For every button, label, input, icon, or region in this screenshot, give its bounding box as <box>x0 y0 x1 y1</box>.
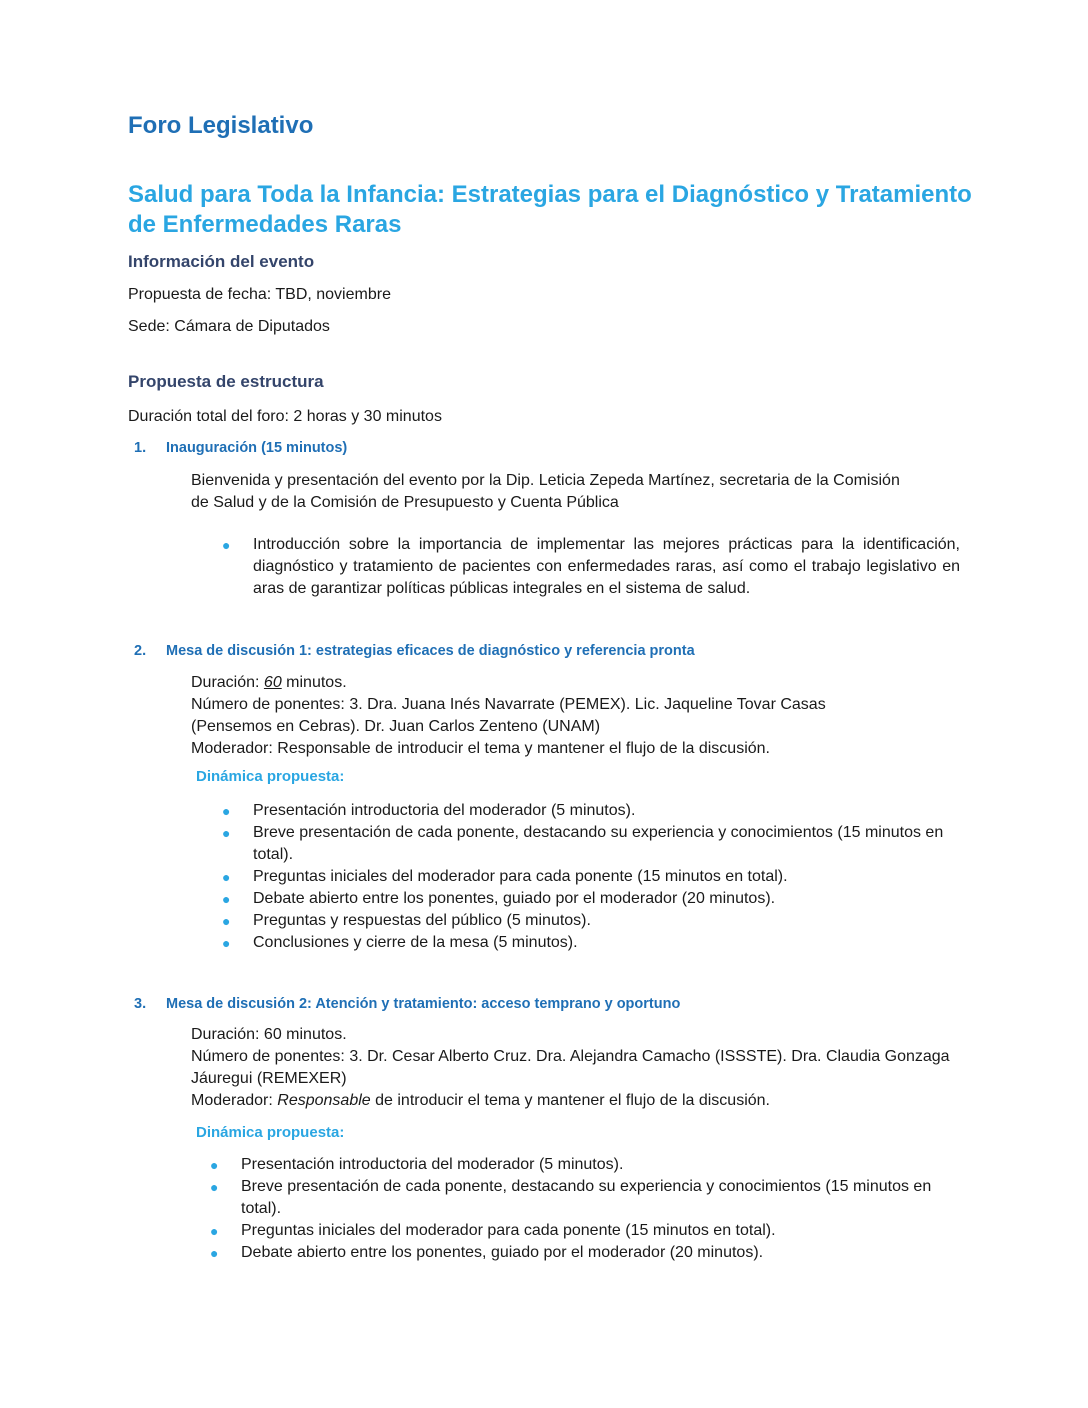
section-3-number: 3. <box>134 996 147 1012</box>
list-item <box>222 534 960 600</box>
list-item: ● Breve presentación de cada ponente, destacando su experiencia y conocimientos (15 minutos en total). <box>222 824 944 863</box>
duration-number: 60 <box>263 674 282 691</box>
section-3-title: Mesa de discusión 2: Atención y tratamiento: acceso temprano y oportuno <box>166 996 681 1012</box>
list-item: ● Conclusiones y cierre de la mesa (5 minutos). <box>253 932 953 954</box>
section-3-duration: Duración: 60 minutos. <box>191 1026 347 1043</box>
structure-heading: Propuesta de estructura <box>128 372 324 391</box>
bullet-icon: ● <box>210 1223 219 1239</box>
section-3-heading <box>134 996 680 1012</box>
document-title: Salud para Toda la Infancia: Estrategias para el Diagnóstico y Tratamiento de Enfermedades Raras <box>128 181 972 238</box>
list-item: ● Debate abierto entre los ponentes, guiado por el moderador (20 minutos). <box>241 1242 953 1264</box>
section-2-moderator: Moderador: Responsable de introducir el tema y mantener el flujo de la discusión. <box>191 740 770 757</box>
section-2-duration: Duración: 60 minutos. <box>191 674 347 691</box>
event-venue: Sede: Cámara de Diputados <box>128 318 330 335</box>
bullet-icon: ● <box>210 1245 219 1261</box>
list-item: ● Preguntas y respuestas del público (5 minutos). <box>253 910 953 932</box>
section-1-number: 1. <box>134 440 147 456</box>
list-item: ● Presentación introductoria del moderador (5 minutos). <box>241 1154 953 1176</box>
bullet-icon: ● <box>222 825 231 841</box>
section-1-heading <box>134 440 347 456</box>
section-2-dynamics-heading: Dinámica propuesta: <box>196 768 345 785</box>
section-3-moderator: Moderador: Responsable de introducir el tema y mantener el flujo de la discusión. <box>191 1092 770 1109</box>
list-item-text: Introducción sobre la importancia de implementar las mejores prácticas para la identificación, diagnóstico y tratamiento de pacientes con enfermedades raras, así como el trabajo legislativo en aras de garantizar políticas públicas integrales en el sistema de salud. <box>253 536 960 597</box>
list-item: ● Preguntas iniciales del moderador para cada ponente (15 minutos en total). <box>241 1220 953 1242</box>
bullet-icon: ● <box>222 803 231 819</box>
bullet-icon: ● <box>222 913 231 929</box>
total-duration: Duración total del foro: 2 horas y 30 minutos <box>128 408 442 425</box>
event-date: Propuesta de fecha: TBD, noviembre <box>128 286 391 303</box>
bullet-icon: ● <box>222 869 231 885</box>
section-2-title: Mesa de discusión 1: estrategias eficaces de diagnóstico y referencia pronta <box>166 643 695 659</box>
event-info-heading: Información del evento <box>128 252 315 271</box>
list-item: ● Presentación introductoria del moderador (5 minutos). <box>253 800 953 822</box>
section-3-list <box>210 1154 953 1264</box>
bullet-icon: ● <box>222 891 231 907</box>
section-1-list <box>222 534 960 600</box>
section-2-heading <box>134 643 695 659</box>
list-item: ● Debate abierto entre los ponentes, guiado por el moderador (20 minutos). <box>253 888 953 910</box>
bullet-icon: ● <box>222 537 231 553</box>
forum-heading: Foro Legislativo <box>128 112 314 139</box>
bullet-icon: ● <box>210 1157 219 1173</box>
list-item: ● Preguntas iniciales del moderador para cada ponente (15 minutos en total). <box>253 866 953 888</box>
section-2-speakers: Número de ponentes: 3. Dra. Juana Inés Navarrate (PEMEX). Lic. Jaqueline Tovar Casas (Pensemos en Cebras). Dr. Juan Carlos Zenteno (UNAM) <box>191 696 826 735</box>
list-item: ● Breve presentación de cada ponente, destacando su experiencia y conocimientos (15 minutos en total). <box>210 1178 932 1217</box>
section-2-list <box>222 800 953 954</box>
section-3-speakers: Número de ponentes: 3. Dr. Cesar Alberto Cruz. Dra. Alejandra Camacho (ISSSTE). Dra. Claudia Gonzaga Jáuregui (REMEXER) <box>191 1048 950 1087</box>
section-2-number: 2. <box>134 643 147 659</box>
bullet-icon: ● <box>222 935 231 951</box>
bullet-icon: ● <box>210 1179 219 1195</box>
section-1-intro: Bienvenida y presentación del evento por la Dip. Leticia Zepeda Martínez, secretaria de la Comisión de Salud y de la Comisión de Presupuesto y Cuenta Pública <box>191 472 900 511</box>
section-3-dynamics-heading: Dinámica propuesta: <box>196 1124 345 1141</box>
section-1-title: Inauguración (15 minutos) <box>166 440 348 456</box>
